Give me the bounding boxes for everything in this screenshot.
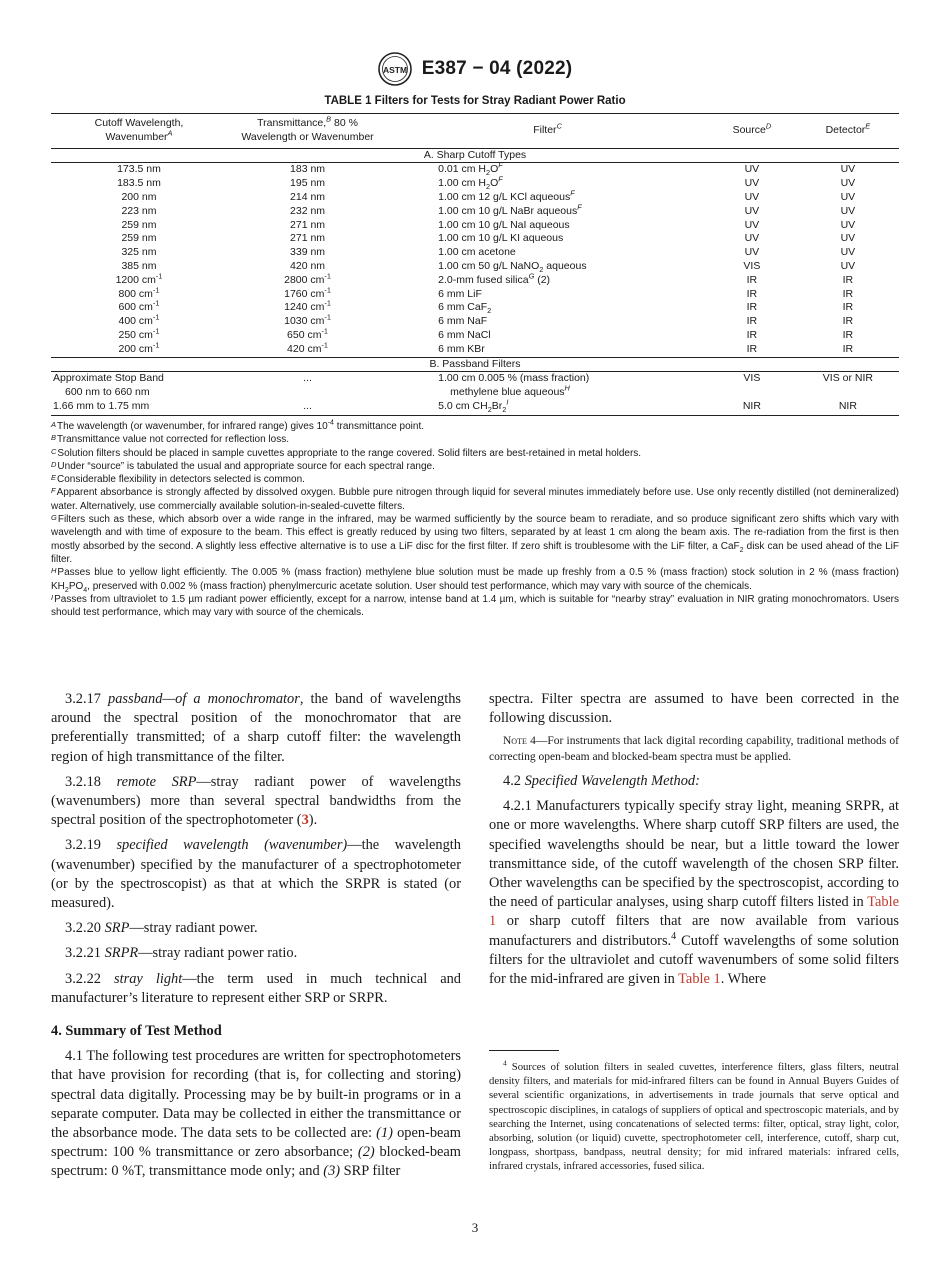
paragraph-4-2: 4.2 Specified Wavelength Method: xyxy=(503,773,700,789)
header-cutoff: Cutoff Wavelength, Wavenumber$^A$ xyxy=(94,117,184,143)
cell-filter: 1.00 cm 10 g/L NaBr aqueous$^F$ xyxy=(438,202,582,217)
paragraph-3-2-18: 3.2.18 remote SRP—stray radiant power of wavelengths (wavenumbers) more than several spectral bandwidths from the spectral position of the spectrophotometer (3). xyxy=(51,773,461,829)
table-row xyxy=(51,315,899,329)
cell-transmittance: 195 nm xyxy=(290,177,326,190)
cell-source: IR xyxy=(746,342,758,355)
section-a-label: A. Sharp Cutoff Types xyxy=(51,148,899,163)
footnote-b: $^B$Transmittance value not corrected for reflection loss. xyxy=(51,433,289,446)
paragraph-3-2-19: 3.2.19 specified wavelength (wavenumber)—the wavelength (wavenumber) specified by the manufacturer of a spectrophotometer (or by the spectroscopist) as that at which the SRPR is stated (or measured). xyxy=(51,837,461,912)
cell-filter: 5.0 cm $CH_2Br_2^I$ xyxy=(388,400,707,415)
cell-cutoff: 600 $cm^{-1}$ xyxy=(118,298,160,314)
cell-cutoff: 800 $cm^{-1}$ xyxy=(118,285,160,300)
cell-detector: IR xyxy=(842,287,854,300)
cell-filter: 0.01 cm $H_2O^F$ xyxy=(438,160,503,178)
cell-cutoff: 400 $cm^{-1}$ xyxy=(118,312,160,328)
cell-source: UV xyxy=(744,204,760,217)
cell-filter: 1.00 cm $H_2O^F$ xyxy=(438,174,503,192)
cell-detector: IR xyxy=(842,315,854,328)
table-1-link[interactable]: Table 1 xyxy=(489,894,899,930)
cell-cutoff: 325 nm xyxy=(121,246,157,259)
cell-source: IR xyxy=(746,315,758,328)
table-row xyxy=(51,343,899,357)
cell-cutoff: Approximate Stop Band 600 nm to 660 nm xyxy=(53,372,164,399)
cell-filter: 6 mm CaF$_2$ xyxy=(438,301,492,316)
section-b-row xyxy=(51,357,899,372)
table-row xyxy=(51,329,899,343)
cell-cutoff: 250 $cm^{-1}$ xyxy=(118,326,160,341)
cell-transmittance: 271 nm xyxy=(290,232,326,245)
cell-source: UV xyxy=(744,190,760,203)
table-row xyxy=(51,274,899,288)
paragraph-3-2-22: 3.2.22 stray light—the term used in much technical and manufacturer’s literature to represent either SRP or SRPR. xyxy=(51,970,462,1006)
cell-transmittance: 339 nm xyxy=(290,246,326,259)
cell-filter: 1.00 cm acetone xyxy=(438,246,516,259)
cell-filter: 6 mm LiF xyxy=(438,287,482,300)
document-id: E387 − 04 (2022) xyxy=(421,58,573,79)
cell-cutoff: 1.66 mm to 1.75 mm xyxy=(51,400,227,415)
footnote-divider xyxy=(489,1050,559,1051)
table-row xyxy=(51,177,899,191)
page-header xyxy=(0,52,950,91)
cell-detector: UV xyxy=(840,232,856,245)
cell-source: IR xyxy=(746,301,758,314)
header-filter: Filter$^C$ xyxy=(533,121,562,136)
cell-source: IR xyxy=(746,287,758,300)
cell-transmittance: 650 $cm^{-1}$ xyxy=(287,326,329,341)
table-1-link[interactable]: Table 1 xyxy=(678,971,721,988)
paragraph-4-2-1: 4.2.1 Manufacturers typically specify stray light, meaning SRPR, at one or more wavelengths. Where sharp cutoff SRP filters are used, the specified wavelengths should be near, but a little toward the lower transmittance side, of the cutoff wavelength of the chosen SRP filter. Other wavelengths can be specified by the spectroscopist, according to the need of particular analyses, using sharp cutoff filters listed in Table 1 or sharp cutoff filters that are now available from various manufacturers and distributors.$^4$ Cutoff wavelengths of some solution filters for the ultraviolet and cutoff wavenumbers of some solid filters for the mid-infrared are given in Table 1. Where xyxy=(489,798,899,988)
table-title: TABLE 1 Filters for Tests for Stray Radiant Power Ratio xyxy=(324,95,626,107)
cell-detector: IR xyxy=(842,273,854,286)
cell-detector: UV xyxy=(840,218,856,231)
right-column xyxy=(489,690,899,995)
cell-filter: 2.0-mm fused silica$^G$ (2) xyxy=(438,271,551,286)
section-b-label: B. Passband Filters xyxy=(51,357,899,372)
cell-filter: 6 mm NaCl xyxy=(438,328,491,341)
note-4: Note 4—For instruments that lack digital recording capability, traditional methods of correcting open-beam and blocked-beam spectra must be applied. xyxy=(489,735,899,763)
table-row xyxy=(51,205,899,219)
cell-detector: UV xyxy=(840,259,856,272)
section-a-row xyxy=(51,148,899,163)
cell-transmittance: 420 $cm^{-1}$ xyxy=(287,340,329,355)
cell-transmittance: 1030 $cm^{-1}$ xyxy=(284,312,331,328)
cell-cutoff: 259 nm xyxy=(121,232,157,245)
cell-source: VIS xyxy=(743,259,761,272)
cell-transmittance: 271 nm xyxy=(290,218,326,231)
cell-filter: 1.00 cm 12 g/L KCl aqueous$^F$ xyxy=(438,188,575,203)
paragraph-continued: spectra. Filter spectra are assumed to have been corrected in the following discussion. xyxy=(489,691,899,727)
cell-detector: VIS or NIR xyxy=(822,372,873,385)
cell-cutoff: 200 $cm^{-1}$ xyxy=(118,340,160,355)
cell-filter: 1.00 cm 50 g/L NaNO$_2$ aqueous xyxy=(438,259,587,275)
footnote-f: $^F$Apparent absorbance is strongly affected by dissolved oxygen. Bubble pure nitrogen through liquid for several minutes immediately before use. Use only recently distilled (not demineralized) water. Alternatively, use commercially available solution-in-sealed-cuvette filters. xyxy=(51,486,899,512)
section-4-heading: 4. Summary of Test Method xyxy=(51,1023,222,1040)
footnote-a: $^A$The wavelength (or wavenumber, for infrared range) gives $10^{-4}$ transmittance point. xyxy=(51,419,424,432)
cell-detector: UV xyxy=(840,177,856,190)
cell-detector: UV xyxy=(840,204,856,217)
cell-detector: IR xyxy=(842,342,854,355)
cell-source: UV xyxy=(744,177,760,190)
cell-source: UV xyxy=(744,163,760,176)
cell-source: VIS xyxy=(743,372,761,385)
footnote-g: $^G$Filters such as these, which absorb over a wide range in the infrared, may be warmed sufficiently by the source beam to reradiate, and so produce significant zero shifts which vary with wavelength and with time of exposure to the beam. This effect is greatly reduced by using two filters, separated by at least 1 cm along the beam axis. The re-radiation from the first is then mostly absorbed by the second. A slightly less effective alternative is to use a LiF disc for the first filter. If zero shift is troublesome with the LiF filter, a CaF$_2$ disk can be used ahead of the LiF filter. xyxy=(51,513,899,565)
cell-filter: 6 mm NaF xyxy=(438,315,488,328)
table-row xyxy=(51,219,899,233)
cell-source: UV xyxy=(744,232,760,245)
cell-transmittance: 1240 $cm^{-1}$ xyxy=(284,298,331,314)
footnote-i: $^I$Passes from ultraviolet to 1.5 µm radiant power efficiently, except for a narrow, intense band at 1.4 µm, which is suitable for “nearby stray” evaluation in NIR grating monochromators. Users should test performance, which may vary with source of the chemicals. xyxy=(51,592,899,619)
cell-detector: IR xyxy=(842,328,854,341)
cell-source: IR xyxy=(746,273,758,286)
table-row xyxy=(51,288,899,302)
header-transmittance: Transmittance,$^B$ 80 % Wavelength or Wavenumber xyxy=(241,114,374,143)
astm-logo xyxy=(378,52,412,86)
cell-detector: IR xyxy=(842,301,854,314)
footnote-d: $^D$Under “source” is tabulated the usual and appropriate source for each spectral range. xyxy=(51,459,435,472)
table-row xyxy=(51,232,899,246)
header-detector: Detector$^E$ xyxy=(825,121,871,136)
cell-detector: NIR xyxy=(797,400,899,415)
header-source: Source$^D$ xyxy=(732,121,772,136)
cell-transmittance: 183 nm xyxy=(290,163,326,176)
cell-transmittance: 1760 $cm^{-1}$ xyxy=(284,285,331,300)
cell-detector: UV xyxy=(840,163,856,176)
cell-source: UV xyxy=(744,246,760,259)
paragraph-3-2-21: 3.2.21 SRPR—stray radiant power ratio. xyxy=(65,945,298,962)
logo-text: ASTM xyxy=(382,65,407,75)
cell-cutoff: 173.5 nm xyxy=(117,163,161,176)
cell-filter: 6 mm KBr xyxy=(438,342,485,355)
paragraph-3-2-17: 3.2.17 passband—of a monochromator, the band of wavelengths around the spectral position of the monochromator that are preferentially transmitted; of a sharp cutoff filter: the wavelength region of high transmittance of the filter. xyxy=(51,691,461,765)
footnote-h: $^H$Passes blue to yellow light efficiently. The 0.005 % (mass fraction) methylene blue solution must be made up freshly from a 0.5 % (mass fraction) stock solution in 2 % (mass fraction) $KH_2PO_4$, preserved with 0.002 % (mass fraction) phenylmercuric acetate solution. User should test performance, which may vary with source of the chemicals. xyxy=(51,566,899,594)
reference-link[interactable]: 3 xyxy=(301,812,309,829)
paragraph-3-2-20: 3.2.20 SRP—stray radiant power. xyxy=(65,920,258,937)
cell-filter: 1.00 cm 10 g/L NaI aqueous xyxy=(438,218,570,231)
cell-detector: UV xyxy=(840,246,856,259)
cell-source: UV xyxy=(744,218,760,231)
cell-cutoff: 223 nm xyxy=(121,204,157,217)
filters-table xyxy=(51,113,899,416)
footnote-e: $^E$Considerable flexibility in detectors selected is common. xyxy=(51,473,305,486)
page-footnote-4: $^4$ Sources of solution filters in sealed cuvettes, interference filters, glass filters, neutral density filters, and materials for mid-infrared filters can be found in Annual Buyers Guides of several scientific organizations, in advertisements in trade journals that serve optical and spectroscopic disciplines, in catalogs of suppliers of optical and spectroscopic materials, and by searching the Internet, using concatenations of selected terms: filter, optical, stray light, color, absorbing, solution (or liquid) cuvette, spectrophotometer cell, interference, cutoff, sharp cut, longpass, shortpass, bandpass, neutral density; for mid infrared materials: infrared cells, infrared crystals, infrared accessories, fused silica. xyxy=(489,1058,899,1173)
cell-cutoff: 1200 $cm^{-1}$ xyxy=(115,271,163,286)
cell-source: NIR xyxy=(707,400,797,415)
cell-transmittance: 420 nm xyxy=(290,259,326,272)
cell-source: IR xyxy=(746,328,758,341)
cell-transmittance: ... xyxy=(303,372,312,385)
cell-cutoff: 259 nm xyxy=(121,218,157,231)
cell-transmittance: ... xyxy=(227,400,388,415)
paragraph-4-1: 4.1 The following test procedures are written for spectrophotometers that have provision for recording (that is, for collecting and storing) spectral data digitally. Processing may be by built-in programs or in a separate computer. Data may be collected in either the transmittance or the absorbance mode. The data sets to be collected are: (1) open-beam spectrum: 100 % transmittance or zero absorbance; (2) blocked-beam spectrum: 0 %T, transmittance mode only; and (3) SRP filter xyxy=(51,1048,461,1180)
table-header-row xyxy=(51,114,899,149)
cell-cutoff: 183.5 nm xyxy=(117,177,161,190)
table-row xyxy=(51,400,899,415)
table-row xyxy=(51,163,899,177)
cell-filter: 1.00 cm 0.005 % (mass fraction) methylene blue aqueous$^H$ xyxy=(438,372,590,399)
cell-cutoff: 385 nm xyxy=(121,259,157,272)
table-row xyxy=(51,246,899,260)
cell-filter: 1.00 cm 10 g/L KI aqueous xyxy=(438,232,564,245)
cell-cutoff: 200 nm xyxy=(121,190,157,203)
page-number: 3 xyxy=(471,1220,479,1235)
left-column xyxy=(51,690,461,1188)
cell-detector: UV xyxy=(840,190,856,203)
table-row xyxy=(51,260,899,274)
cell-transmittance: 214 nm xyxy=(290,190,326,203)
cell-transmittance: 232 nm xyxy=(290,204,326,217)
cell-transmittance: 2800 $cm^{-1}$ xyxy=(284,271,331,286)
table-row xyxy=(51,372,899,400)
table-row xyxy=(51,301,899,315)
footnote-c: $^C$Solution filters should be placed in sample cuvettes appropriate to the range covered. Solid filters are best-retained in metal holders. xyxy=(51,446,642,459)
table-row xyxy=(51,191,899,205)
table-footnotes xyxy=(51,420,899,619)
